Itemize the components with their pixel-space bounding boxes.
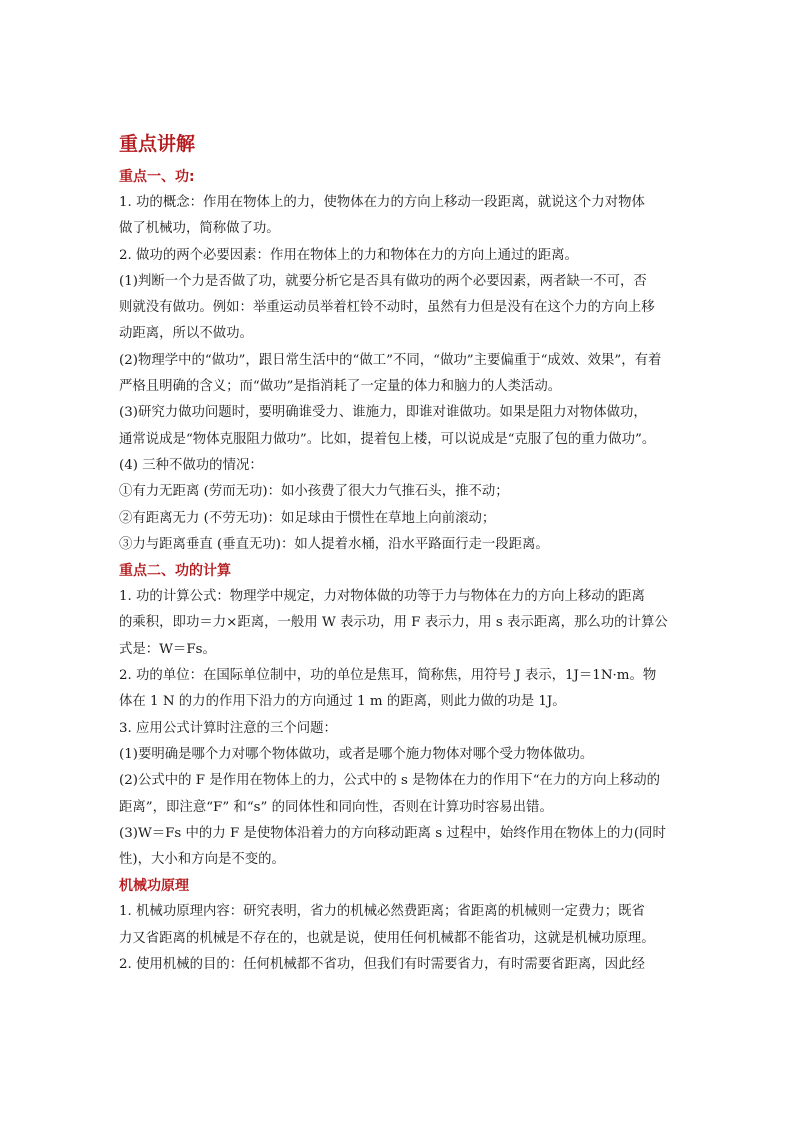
- text-line: 通常说成是“物体克服阻力做功”。比如，提着包上楼，可以说成是“克服了包的重力做功”。: [119, 431, 656, 447]
- text-line: 距离”，即注意“F” 和“s” 的同体性和同向性，否则在计算功时容易出错。: [119, 799, 553, 815]
- section-1: [119, 164, 681, 558]
- section-body: [119, 899, 681, 978]
- text-line: (3)W＝Fs 中的力 F 是使物体沿着力的方向移动距离 s 过程中，始终作用在物体上的力(同时: [119, 825, 666, 841]
- text-line: (1)判断一个力是否做了功，就要分析它是否具有做功的两个必要因素，两者缺一不可，否: [119, 273, 647, 289]
- text-line: 体在 1 N 的力的作用下沿力的方向通过 1 m 的距离，则此力做的功是 1J。: [119, 694, 566, 710]
- text-line: 3. 应用公式计算时注意的三个问题：: [119, 720, 337, 736]
- text-line: 动距离，所以不做功。: [119, 326, 253, 342]
- section-3: [119, 873, 681, 978]
- text-line: 2. 做功的两个必要因素：作用在物体上的力和物体在力的方向上通过的距离。: [119, 247, 578, 263]
- text-line: (1)要明确是哪个力对哪个物体做功，或者是哪个施力物体对哪个受力物体做功。: [119, 746, 594, 762]
- text-line: 则就没有做功。例如：举重运动员举着杠铃不动时，虽然有力但是没有在这个力的方向上移: [119, 300, 655, 316]
- text-line: ②有距离无力 (不劳无功)：如足球由于惯性在草地上向前滚动；: [119, 510, 496, 526]
- section-2: [119, 558, 681, 873]
- text-line: 式是：W＝Fs。: [119, 641, 216, 657]
- text-line: 严格且明确的含义；而“做功”是指消耗了一定量的体力和脑力的人类活动。: [119, 379, 562, 395]
- text-line: (4) 三种不做功的情况：: [119, 457, 263, 473]
- section-body: [119, 190, 681, 558]
- text-line: (2)公式中的 F 是作用在物体上的力，公式中的 s 是物体在力的作用下“在力的方向上移动的: [119, 773, 661, 789]
- text-line: 的乘积，即功＝力×距离，一般用 W 表示功，用 F 表示力，用 s 表示距离，那么功的计算公: [119, 615, 668, 631]
- text-line: 1. 功的计算公式：物理学中规定，力对物体做的功等于力与物体在力的方向上移动的距离: [119, 589, 645, 605]
- section-body: [119, 584, 681, 873]
- text-line: 1. 功的概念：作用在物体上的力，使物体在力的方向上移动一段距离，就说这个力对物体: [119, 195, 645, 210]
- text-line: 2. 功的单位：在国际单位制中，功的单位是焦耳，简称焦，用符号 J 表示，1J＝1N·m。物: [119, 668, 657, 684]
- page-title: 重点讲解: [119, 133, 196, 155]
- text-line: (3)研究力做功问题时，要明确谁受力、谁施力，即谁对谁做功。如果是阻力对物体做功，: [119, 405, 647, 421]
- text-line: 做了机械功，简称做了功。: [119, 221, 280, 237]
- text-line: ①有力无距离 (劳而无功)：如小孩费了很大力气推石头，推不动；: [119, 484, 509, 500]
- text-line: 1. 机械功原理内容：研究表明，省力的机械必然费距离；省距离的机械则一定费力；既省: [119, 904, 645, 920]
- document-page: [119, 128, 681, 978]
- section-heading: 机械功原理: [119, 878, 189, 895]
- section-heading: 重点一、功:: [119, 169, 195, 185]
- section-heading: 重点二、功的计算: [119, 563, 231, 580]
- text-line: (2)物理学中的“做功”，跟日常生活中的“做工”不同，“做功”主要偏重于“成效、效果”，有着: [119, 352, 662, 368]
- text-line: 2. 使用机械的目的：任何机械都不省功，但我们有时需要省力，有时需要省距离，因此经: [119, 957, 645, 973]
- text-line: 力又省距离的机械是不存在的，也就是说，使用任何机械都不能省功，这就是机械功原理。: [119, 930, 655, 946]
- text-line: ③力与距离垂直 (垂直无功)：如人提着水桶，沿水平路面行走一段距离。: [119, 536, 549, 552]
- text-line: 性)，大小和方向是不变的。: [119, 852, 285, 868]
